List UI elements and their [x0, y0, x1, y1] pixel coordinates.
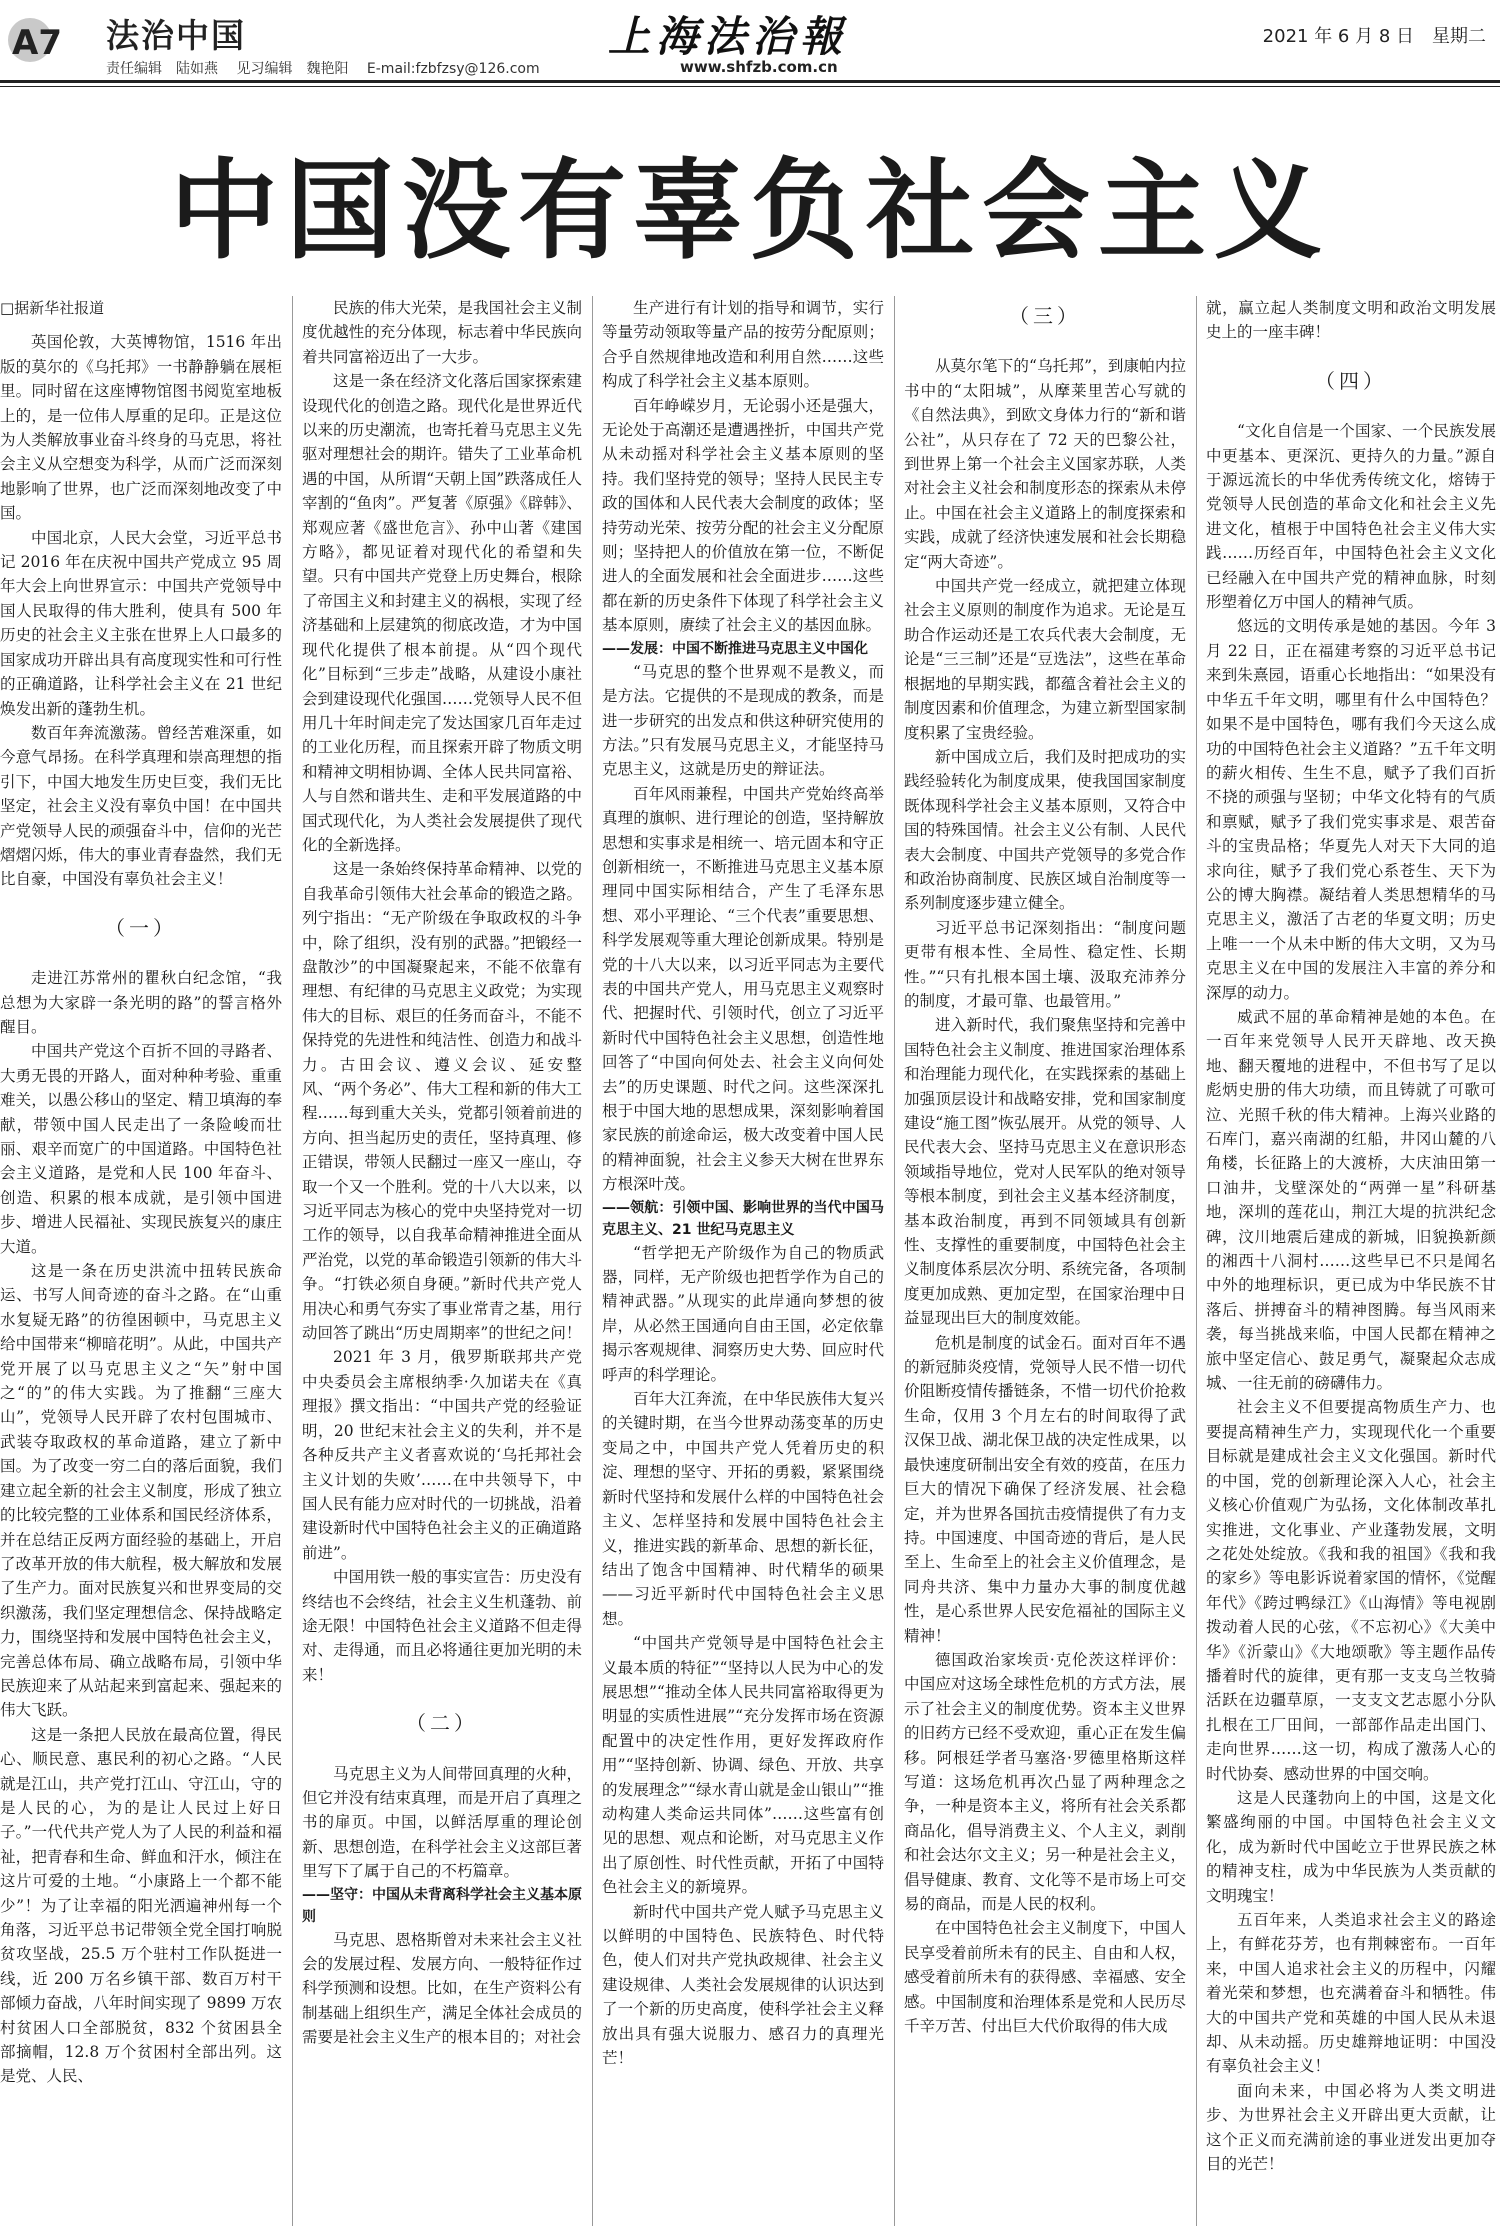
paragraph: 这是一条始终保持革命精神、以党的自我革命引领伟大社会革命的锻造之路。列宁指出：“无产阶级在争取政权的斗争中，除了组织，没有别的武器。”把锻经一盘散沙”的中国凝聚起来，不能不依靠有理想、有纪律的马克思主义政党；为实现伟大的目标、艰巨的任务而奋斗，不能不保持党的先进性和纯洁性、创造力和战斗力。古田会议、遵义会议、延安整风、“两个务必”、伟大工程和新的伟大工程……每到重大关头，党都引领着前进的方向、担当起历史的责任，坚持真理、修正错误，带领人民翻过一座又一座山，夺取一个又一个胜利。党的十八大以来，以习近平同志为核心的党中央坚持党对一切工作的领导，以自我革命精神推进全面从严治党，以党的革命锻造引领新的伟大斗争。“打铁必须自身硬。”新时代共产党人用决心和勇气夯实了事业常青之基，用行动回答了跳出“历史周期率”的世纪之问！ — [302, 860, 582, 1343]
issue-date: 2021 年 6 月 8 日 星期二 — [1262, 26, 1486, 47]
section-heading: （一） — [105, 915, 177, 940]
column-1 — [0, 296, 282, 2226]
trainee-editor: 见习编辑 魏艳阳 — [236, 61, 349, 77]
paragraph: 德国政治家埃贡·克伦茨这样评价：中国应对这场全球性危机的方式方法，展示了社会主义的制度优势。资本主义世界的旧药方已经不受欢迎，重心正在发生偏移。阿根廷学者马塞洛·罗德里格斯这样写道：这场危机再次凸显了两种理念之争，一种是资本主义，将所有社会关系都商品化，倡导消费主义、个人主义，剥削和社会达尔文主义；另一种是社会主义，倡导健康、教育、文化等不是市场上可交易的商品，而是人民的权利。 — [904, 1650, 1186, 1913]
masthead — [0, 0, 1500, 86]
paragraph: 在中国特色社会主义制度下，中国人民享受着前所未有的民主、自由和人权，感受着前所未有的获得感、幸福感、安全感。中国制度和治理体系是党和人民历尽千辛万苦、付出巨大代价取得的伟大成 — [904, 1919, 1186, 2036]
paragraph: 这是一条在历史洪流中扭转民族命运、书写人间奇迹的奋斗之路。在“山重水复疑无路”的彷徨困顿中，马克思主义给中国带来“柳暗花明”。从此，中国共产党开展了以马克思主义之“矢”射中国之“的”的伟大实践。为了推翻“三座大山”，党领导人民开辟了农村包围城市、武装夺取政权的革命道路，建立了新中国。为了改变一穷二白的落后面貌，我们建立起全新的社会主义制度，形成了独立的比较完整的工业体系和国民经济体系，并在总结正反两方面经验的基础上，开启了改革开放的伟大航程，极大解放和发展了生产力。面对民族复兴和世界变局的交织激荡，我们坚定理想信念、保持战略定力，围绕坚持和发展中国特色社会主义，完善总体布局、确立战略布局，引领中华民族迎来了从站起来到富起来、强起来的伟大飞跃。 — [0, 1262, 282, 1720]
subheading: ——领航：引领中国、影响世界的当代中国马克思主义、21 世纪马克思主义 — [602, 1199, 884, 1238]
paragraph: 中国共产党一经成立，就把建立体现社会主义原则的制度作为追求。无论是互助合作运动还是工农兵代表大会制度，无论是“三三制”还是“豆选法”，这些在革命根据地的早期实践，都蕴含着社会主义的制度因素和价值理念，为建立新型国家制度积累了宝贵经验。 — [904, 577, 1186, 742]
subheading: ——坚守：中国从未背离科学社会主义基本原则 — [302, 1886, 582, 1925]
column-5 — [1206, 296, 1496, 2226]
paragraph: “中国共产党领导是中国特色社会主义最本质的特征”“坚持以人民为中心的发展思想”“推动全体人民共同富裕取得更为明显的实质性进展”“充分发挥市场在资源配置中的决定性作用，更好发挥政府作用”“坚持创新、协调、绿色、开放、共享的发展理念”“绿水青山就是金山银山”“推动构建人类命运共同体”……这些富有创见的思想、观点和论断，对马克思主义作出了原创性、时代性贡献，开拓了中国特色社会主义的新境界。 — [602, 1634, 884, 1897]
paragraph: 百年峥嵘岁月，无论弱小还是强大，无论处于高潮还是遭遇挫折，中国共产党从未动摇对科学社会主义基本原则的坚持。我们坚持党的领导；坚持人民民主专政的国体和人民代表大会制度的政体；坚持劳动光荣、按劳分配的社会主义分配原则；坚持把人的价值放在第一位，不断促进人的全面发展和社会全面进步……这些都在新的历史条件下体现了科学社会主义基本原则，赓续了社会主义的基因血脉。 — [602, 396, 884, 635]
paragraph: 面向未来，中国必将为人类文明进步、为世界社会主义开辟出更大贡献，让这个正义而充满前途的事业迸发出更加夺目的光芒！ — [1206, 2081, 1496, 2174]
masthead-rule — [0, 80, 1500, 83]
chief-editor: 责任编辑 陆如燕 — [106, 61, 218, 77]
paragraph: 危机是制度的试金石。面对百年不遇的新冠肺炎疫情，党领导人民不惜一切代价阻断疫情传播链条，不惜一切代价抢救生命，仅用 3 个月左右的时间取得了武汉保卫战、湖北保卫战的决定性成果，以最快速度研制出安全有效的疫苗，在压力巨大的情况下确保了经济发展、社会稳定，并为世界各国抗击疫情提供了有力支持。中国速度、中国奇迹的背后，是人民至上、生命至上的社会主义价值理念，是同舟共济、集中力量办大事的制度优越性，是心系世界人民安危福祉的国际主义精神！ — [904, 1333, 1186, 1645]
paragraph: 百年大江奔流，在中华民族伟大复兴的关键时期，在当今世界动荡变革的历史变局之中，中国共产党人凭着历史的积淀、理想的坚守、开拓的勇毅，紧紧围绕新时代坚持和发展什么样的中国特色社会主义、怎样坚持和发展中国特色社会主义，推进实践的新革命、思想的新长征，结出了饱含中国精神、时代精华的硕果——习近平新时代中国特色社会主义思想。 — [602, 1390, 884, 1628]
paragraph: 五百年来，人类追求社会主义的路途上，有鲜花芬芳，也有荆棘密布。一百年来，中国人追求社会主义的历程中，闪耀着光荣和梦想，也充满着奋斗和牺牲。伟大的中国共产党和英雄的中国人民从未退却、从未动摇。历史雄辩地证明：中国没有辜负社会主义！ — [1206, 1911, 1496, 2076]
paragraph: 新时代中国共产党人赋予马克思主义以鲜明的中国特色、民族特色、时代特色，使人们对共产党执政规律、社会主义建设规律、人类社会发展规律的认识达到了一个新的历史高度，使科学社会主义释放出具有强大说服力、感召力的真理光芒！ — [602, 1902, 884, 2068]
news-source: □据新华社报道 — [0, 299, 105, 317]
paragraph: 民族的伟大光荣，是我国社会主义制度优越性的充分体现，标志着中华民族向着共同富裕迈出了一大步。 — [302, 299, 582, 366]
subheading: ——发展：中国不断推进马克思主义中国化 — [602, 640, 868, 657]
paragraph: 生产进行有计划的指导和调节，实行等量劳动领取等量产品的按劳分配原则；合乎自然规律地改造和利用自然……这些构成了科学社会主义基本原则。 — [602, 299, 884, 391]
paragraph: 从莫尔笔下的“乌托邦”，到康帕内拉书中的“太阳城”，从摩莱里苦心写就的《自然法典》，到欧文身体力行的“新和谐公社”，从只存在了 72 天的巴黎公社，到世界上第一个社会主义国家苏联，人类对社会主义社会和制度形态的探索从未停止。中国在社会主义道路上的制度探索和实践，成就了经济快速发展和社会长期稳定“两大奇迹”。 — [904, 357, 1186, 571]
paragraph: 这是人民蓬勃向上的中国，这是文化繁盛绚丽的中国。中国特色社会主义文化，成为新时代中国屹立于世界民族之林的精神支柱，成为中华民族为人类贡献的文明瑰宝！ — [1206, 1788, 1496, 1905]
paragraph: 英国伦敦，大英博物馆，1516 年出版的莫尔的《乌托邦》一书静静躺在展柜里。同时留在这座博物馆图书阅览室地板上的，是一位伟人厚重的足印。正是这位为人类解放事业奋斗终身的马克思，将社会主义从空想变为科学，从而广泛而深刻地影响了世界，也广泛而深刻地改变了中国。 — [0, 333, 282, 523]
column-divider — [592, 296, 593, 2226]
paragraph: 悠远的文明传承是她的基因。今年 3 月 22 日，正在福建考察的习近平总书记来到朱熹园，语重心长地指出：“如果没有中华五千年文明，哪里有什么中国特色？如果不是中国特色，哪有我们今天这么成功的中国特色社会主义道路？”五千年文明的薪火相传、生生不息，赋予了我们百折不挠的顽强与坚韧；中华文化特有的气质和禀赋，赋予了我们党实事求是、艰苦奋斗的宝贵品格；华夏先人对天下大同的追求向往，赋予了我们党心系苍生、天下为公的博大胸襟。凝结着人类思想精华的马克思主义，激活了古老的华夏文明；历史上唯一一个从未中断的伟大文明，又为马克思主义在中国的发展注入丰富的养分和深厚的动力。 — [1206, 617, 1496, 1002]
paragraph: 就，赢立起人类制度文明和政治文明发展史上的一座丰碑！ — [1206, 299, 1496, 342]
section-heading: （二） — [406, 1711, 478, 1736]
paragraph: 新中国成立后，我们及时把成功的实践经验转化为制度成果，使我国国家制度既体现科学社会主义基本原则，又符合中国的特殊国情。社会主义公有制、人民代表大会制度、中国共产党领导的多党合作和政治协商制度、民族区域自治制度等一系列制度逐步建立健全。 — [904, 747, 1186, 913]
section-name: 法治中国 — [106, 16, 246, 55]
paragraph: 这是一条在经济文化落后国家探索建设现代化的创造之路。现代化是世界近代以来的历史潮流，也寄托着马克思主义先驱对理想社会的期许。错失了工业革命机遇的中国，从所谓“天朝上国”跌落成任人宰割的“鱼肉”。严复著《原强》《辟韩》、郑观应著《盛世危言》、孙中山著《建国方略》，都见证着对现代化的希望和失望。只有中国共产党登上历史舞台，根除了帝国主义和封建主义的祸根，实现了经济基础和上层建筑的彻底改造，才为中国现代化提供了根本前提。从“四个现代化”目标到“三步走”战略，从建设小康社会到建设现代化强国……党领导人民不但用几十年时间走完了发达国家几百年走过的工业化历程，而且探索开辟了物质文明和精神文明相协调、全体人民共同富裕、人与自然和谐共生、走和平发展道路的中国式现代化，为人类社会发展提供了现代化的全新选择。 — [302, 372, 582, 854]
column-divider — [1196, 296, 1197, 2226]
paragraph: “马克思的整个世界观不是教义，而是方法。它提供的不是现成的教条，而是进一步研究的出发点和供这种研究使用的方法。”只有发展马克思主义，才能坚持马克思主义，这就是历史的辩证法。 — [602, 662, 884, 779]
paragraph: 习近平总书记深刻指出：“制度问题更带有根本性、全局性、稳定性、长期性。”“只有扎根本国土壤、汲取充沛养分的制度，才最可靠、也最管用。” — [904, 918, 1186, 1010]
paragraph: 2021 年 3 月，俄罗斯联邦共产党中央委员会主席根纳季·久加诺夫在《真理报》撰文指出：“中国共产党的经验证明，20 世纪末社会主义的失利，并不是各种反共产主义者喜欢说的‘乌托邦社会主义计划的失败’……在中共领导下，中国人民有能力应对时代的一切挑战，沿着建设新时代中国特色社会主义的正确道路前进”。 — [302, 1348, 582, 1562]
masthead-rule-thin — [0, 86, 1500, 87]
column-3 — [602, 296, 884, 2226]
paragraph: 马克思、恩格斯曾对未来社会主义社会的发展过程、发展方向、一般特征作过科学预测和设想。比如，在生产资料公有制基础上组织生产，满足全体社会成员的需要是社会主义生产的根本目的；对社会 — [302, 1930, 582, 2047]
page-badge — [6, 10, 94, 68]
paragraph: 这是一条把人民放在最高位置，得民心、顺民意、惠民利的初心之路。“人民就是江山，共产党打江山、守江山，守的是人民的心，为的是让人民过上好日子。”一代代共产党人为了人民的利益和福祉，把青春和生命、鲜血和汗水，倾注在这片可爱的土地。“小康路上一个都不能少”！为了让幸福的阳光洒遍神州每一个角落，习近平总书记带领全党全国打响脱贫攻坚战，25.5 万个驻村工作队挺进一线，近 200 万名乡镇干部、数百万村干部倾力奋战，八年时间实现了 9899 万农村贫困人口全部脱贫，832 个贫困县全部摘帽，12.8 万个贫困村全部出列。这是党、人民、 — [0, 1725, 282, 2086]
paragraph: 数百年奔流激荡。曾经苦难深重，如今意气昂扬。在科学真理和崇高理想的指引下，中国大地发生历史巨变，我们无比坚定，社会主义没有辜负中国！在中国共产党领导人民的顽强奋斗中，信仰的光芒熠熠闪烁，伟大的事业青春盎然，我们无比自豪，中国没有辜负社会主义！ — [0, 723, 282, 889]
paragraph: 进入新时代，我们聚焦坚持和完善中国特色社会主义制度、推进国家治理体系和治理能力现代化，在实践探索的基础上加强顶层设计和战略安排，党和国家制度建设“施工图”恢弘展开。从党的领导、人民代表大会、坚持马克思主义在意识形态领域指导地位，党对人民军队的绝对领导等根本制度，到社会主义基本经济制度，基本政治制度，再到不同领域具有创新性、支撑性的重要制度，中国特色社会主义制度体系层次分明、系统完备，各项制度更加成熟、更加定型，在国家治理中日益显现出巨大的制度效能。 — [904, 1016, 1186, 1328]
page-number: A7 — [12, 23, 62, 63]
paragraph: 马克思主义为人间带回真理的火种，但它并没有结束真理，而是开启了真理之书的扉页。中国，以鲜活厚重的理论创新、思想创造，在科学社会主义这部巨著里写下了属于自己的不朽篇章。 — [302, 1764, 582, 1881]
column-divider — [894, 296, 895, 2226]
paragraph: “文化自信是一个国家、一个民族发展中更基本、更深沉、更持久的力量。”源自于源远流长的中华优秀传统文化，熔铸于党领导人民创造的革命文化和社会主义先进文化，植根于中国特色社会主义伟大实践……历经百年，中国特色社会主义文化已经融入在中国共产党的精神血脉，时刻形塑着亿万中国人的精神气质。 — [1206, 422, 1496, 612]
paragraph: 走进江苏常州的瞿秋白纪念馆，“我总想为大家辟一条光明的路”的誓言格外醒目。 — [0, 969, 282, 1036]
headline: 中国没有辜负社会主义 — [169, 149, 1330, 274]
paragraph: 百年风雨兼程，中国共产党始终高举真理的旗帜、进行理论的创造，坚持解放思想和实事求是相统一、培元固本和守正创新相统一，不断推进马克思主义基本原理同中国实际相结合，产生了毛泽东思想、邓小平理论、“三个代表”重要思想、科学发展观等重大理论创新成果。特别是党的十八大以来，以习近平同志为主要代表的中国共产党人，用马克思主义观察时代、把握时代、引领时代，创立了习近平新时代中国特色社会主义思想，创造性地回答了“中国向何处去、社会主义向何处去”的历史课题、时代之问。这些深深扎根于中国大地的思想成果，深刻影响着国家民族的前途命运，极大改变着中国人民的精神面貌，社会主义参天大树在世界东方根深叶茂。 — [602, 784, 884, 1194]
paper-website: www.shfzb.com.cn — [680, 58, 838, 76]
paragraph: 社会主义不但要提高物质生产力、也要提高精神生产力，实现现代化一个重要目标就是建成社会主义文化强国。新时代的中国，党的创新理论深入人心，社会主义核心价值观广为弘扬，文化体制改革扎实推进，文化事业、产业蓬勃发展，文明之花处处绽放。《我和我的祖国》《我和我的家乡》等电影诉说着家国的情怀，《觉醒年代》《跨过鸭绿江》《山海情》等电视剧拨动着人民的心弦，《不忘初心》《大美中华》《沂蒙山》《大地颂歌》等主题作品传播着时代的旋律，更有那一支支乌兰牧骑活跃在边疆草原，一支支文艺志愿小分队扎根在工厂田间，一部部作品走出国门、走向世界……这一切，构成了激荡人心的时代协奏、感动世界的中国交响。 — [1206, 1398, 1496, 1783]
paragraph: 中国共产党这个百折不回的寻路者、大勇无畏的开路人，面对种种考验、重重难关，以愚公移山的坚定、精卫填海的奉献，带领中国人民走出了一条险峻而壮丽、艰辛而宽广的中国道路。中国特色社会主义道路，是党和人民 100 年奋斗、创造、积累的根本成就，是引领中国进步、增进人民福祉、实现民族复兴的康庄大道。 — [0, 1042, 282, 1256]
editor-email: E-mail:fzbfzsy@126.com — [366, 61, 540, 77]
paragraph: “哲学把无产阶级作为自己的物质武器，同样，无产阶级也把哲学作为自己的精神武器。”从现实的此岸通向梦想的彼岸，从必然王国通向自由王国，必定依靠揭示客观规律、洞察历史大势、回应时代呼声的科学理论。 — [602, 1243, 884, 1384]
section-heading: （三） — [1009, 304, 1081, 328]
paragraph: 威武不屈的革命精神是她的本色。在一百年来党领导人民开天辟地、改天换地、翻天覆地的进程中，不但书写了足以彪炳史册的伟大功绩，而且铸就了可歌可泣、光照千秋的伟大精神。上海兴业路的石库门，嘉兴南湖的红船，井冈山麓的八角楼，长征路上的大渡桥，大庆油田第一口油井，戈壁深处的“两弹一星”科研基地，深圳的莲花山，荆江大堤的抗洪纪念碑，汶川地震后建成的新城，旧貌换新颜的湘西十八洞村……这些早已不只是闻名中外的地理标识，更已成为中华民族不甘落后、拼搏奋斗的精神图腾。每当风雨来袭，每当挑战来临，中国人民都在精神之旅中坚定信心、鼓足勇气，凝聚起众志成城、一往无前的磅礴伟力。 — [1206, 1007, 1496, 1393]
column-divider — [292, 296, 293, 2226]
paragraph: 中国用铁一般的事实宣告：历史没有终结也不会终结，社会主义生机蓬勃、前途无限！中国特色社会主义道路不但走得对、走得通，而且必将通往更加光明的未来！ — [302, 1568, 582, 1684]
paragraph: 中国北京，人民大会堂，习近平总书记 2016 年在庆祝中国共产党成立 95 周年大会上向世界宣示：中国共产党领导中国人民取得的伟大胜利，使具有 500 年历史的社会主义主张在世界上人口最多的国家成功开辟出具有高度现实性和可行性的正确道路，让科学社会主义在 21 世纪焕发出新的蓬勃生机。 — [0, 528, 282, 718]
column-4 — [904, 296, 1186, 2226]
editors-line — [106, 58, 554, 78]
section-heading: （四） — [1315, 368, 1387, 393]
column-2 — [302, 296, 582, 2226]
paper-name: 上海法治報 — [608, 12, 849, 61]
